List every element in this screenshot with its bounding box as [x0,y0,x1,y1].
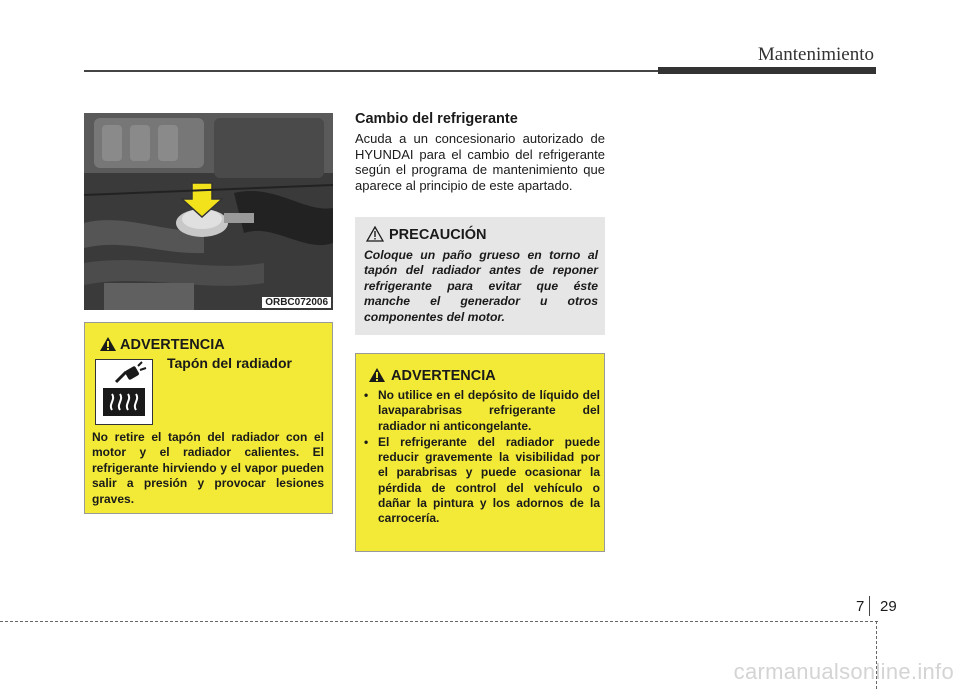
header-rule-bar [658,67,876,74]
warning-subheading: Tapón del radiador [167,355,292,371]
footer-rule [0,621,878,622]
photo-code: ORBC072006 [262,297,331,308]
header-rule [84,70,658,72]
caution-box [355,217,605,335]
caution-heading: PRECAUCIÓN [389,227,487,243]
warning-triangle-icon [368,367,386,383]
list-item [364,388,600,434]
caution-text: Coloque un paño grueso en torno al tapón del radiador antes de reponer refrigerante para evitar que éste manche el generador u otros componentes del motor. [364,248,598,324]
list-item [364,435,600,527]
bullet: • [364,434,369,449]
warning-heading: ADVERTENCIA [120,337,225,353]
section-body: Acuda a un concesionario autorizado de HYUNDAI para el cambio del refrigerante según el programa de mantenimiento que aparece al principio de este apartado. [355,131,605,193]
watermark: carmanualsonline.info [733,659,954,684]
section-title: Cambio del refrigerante [355,111,518,127]
page-number-divider [869,596,870,616]
engine-photo [84,113,333,310]
caution-triangle-icon [366,226,384,242]
list-item-text: El refrigerante del radiador puede reducir gravemente la visibilidad por el parabrisas y puede ocasionar la pérdida de control del vehículo o dañar la pintura y los adornos de la carrocería. [378,434,600,526]
bullet: • [364,388,369,402]
warning-list [364,388,600,528]
page-number: 29 [880,598,897,615]
warning-box-radiator-cap [84,322,333,514]
list-item-text: No utilice en el depósito de líquido del lavaparabrisas refrigerante del radiador ni anticongelante. [378,388,600,433]
warning-heading: ADVERTENCIA [391,368,496,384]
engine-illustration [84,113,333,310]
section-number: 7 [856,598,865,615]
radiator-hot-icon [95,359,153,425]
warning-text: No retire el tapón del radiador con el motor y el radiador calientes. El refrigerante hirviendo y el vapor pueden salir a presión y provocar lesiones graves. [92,430,324,506]
warning-box-coolant [355,353,605,552]
running-header: Mantenimiento [757,44,874,65]
warning-triangle-icon [99,336,117,352]
